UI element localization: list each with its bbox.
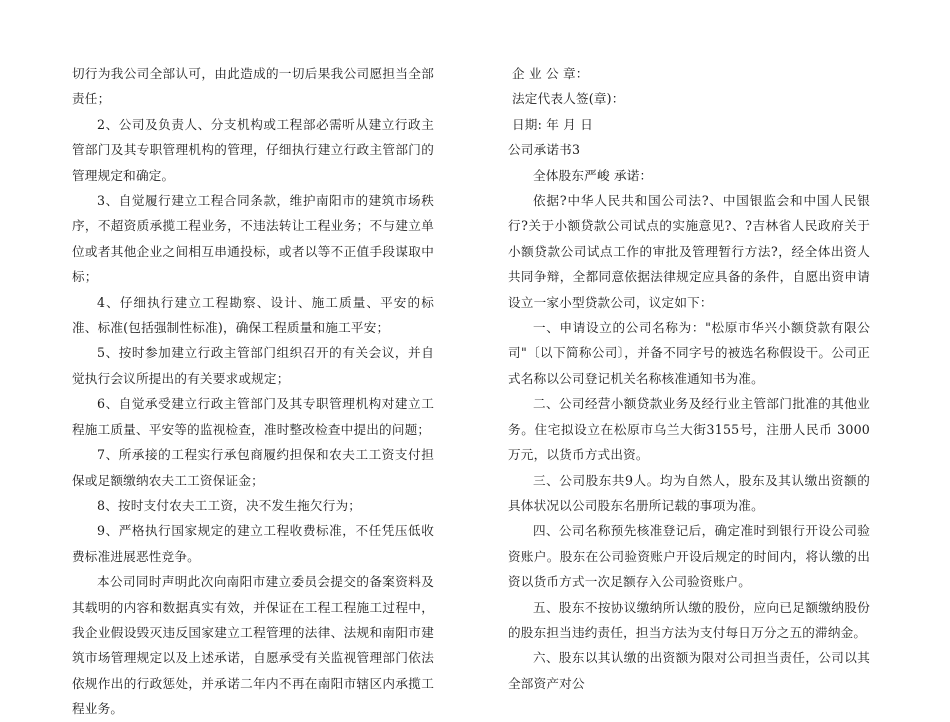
right-paragraph: 法定代表人签(章)： xyxy=(512,91,625,107)
left-column xyxy=(72,61,434,722)
right-paragraph: 公司承诺书3 xyxy=(508,142,581,158)
left-paragraph: 2、公司及负责人、分支机构或工程部必需听从建立行政主管部门及其专职管理机构的管理，仔细执行建立行政主管部门的管理规定和确定。 xyxy=(72,116,434,183)
right-paragraph: 全体股东严峻 承诺： xyxy=(533,167,653,183)
right-paragraph: 四、公司名称预先核准登记后，确定准时到银行开设公司验资账户。股东在公司验资账户开设后规定的时间内，将认缴的出资以货币方式一次足额存入公司验资账户。 xyxy=(508,523,870,590)
left-paragraph: 4、仔细执行建立工程勘察、设计、施工质量、平安的标准、标准(包括强制性标准)，确保工程质量和施工平安； xyxy=(72,294,434,336)
right-column xyxy=(508,61,870,696)
right-paragraph: 日期: 年 月 日 xyxy=(512,116,594,132)
left-paragraph: 6、自觉承受建立行政主管部门及其专职管理机构对建立工程施工质量、平安等的监视检查，准时整改检查中提出的问题； xyxy=(72,396,434,437)
left-paragraph: 切行为我公司全部认可，由此造成的一切后果我公司愿担当全部责任； xyxy=(72,66,434,107)
right-paragraph: 依据?中华人民共和国公司法?、中国银监会和中国人民银行?关于小额贷款公司试点的实施意见?、?吉林省人民政府关于小额贷款公司试点工作的审批及管理暂行方法?，经全体出资人共同争辩，全都同意依据法律规定应具备的条件，自愿出资申请设立一家小型贷款公司，议定如下： xyxy=(508,193,870,310)
left-paragraph: 本公司同时声明此次向南阳市建立委员会提交的备案资料及其载明的内容和数据真实有效，并保证在工程工程施工过程中，我企业假设毁灭违反国家建立工程管理的法律、法规和南阳市建筑市场管理规定以及上述承诺，自愿承受有关监视管理部门依法依规作出的行政惩处，并承诺二年内不再在南阳市辖区内承揽工程业务。 xyxy=(72,574,434,717)
left-paragraph: 8、按时支付农夫工工资，决不发生拖欠行为； xyxy=(97,497,362,513)
left-paragraph: 3、自觉履行建立工程合同条款，维护南阳市的建筑市场秩序，不超资质承揽工程业务，不违法转让工程业务；不与建立单位或者其他企业之间相互串通投标，或者以等不正值手段谋取中标； xyxy=(72,193,434,285)
left-paragraph: 5、按时参加建立行政主管部门组织召开的有关会议，并自觉执行会议所提出的有关要求或规定； xyxy=(72,345,434,386)
right-paragraph: 企 业 公 章： xyxy=(512,66,589,81)
right-paragraph: 三、公司股东共9人。均为自然人，股东及其认缴出资额的具体状况以公司股东名册所记载的事项为准。 xyxy=(508,472,870,513)
left-paragraph: 9、严格执行国家规定的建立工程收费标准，不任凭压低收费标准进展恶性竞争。 xyxy=(72,523,434,564)
right-paragraph: 一、申请设立的公司名称为："松原市华兴小额贷款有限公司"〔以下简称公司〕，并备不同字号的被选名称假设干。公司正式名称以公司登记机关名称核准通知书为准。 xyxy=(508,320,870,386)
right-paragraph: 二、公司经营小额贷款业务及经行业主管部门批准的其他业务。住宅拟设立在松原市乌兰大街3155号，注册人民币 3000 万元，以货币方式出资。 xyxy=(508,396,870,463)
right-paragraph: 五、股东不按协议缴纳所认缴的股份，应向已足额缴纳股份的股东担当违约责任，担当方法为支付每日万分之五的滞纳金。 xyxy=(508,599,870,640)
right-paragraph: 六、股东以其认缴的出资额为限对公司担当责任，公司以其全部资产对公 xyxy=(508,650,870,691)
left-paragraph: 7、所承接的工程实行承包商履约担保和农夫工工资支付担保或足额缴纳农夫工工资保证金； xyxy=(72,447,434,488)
